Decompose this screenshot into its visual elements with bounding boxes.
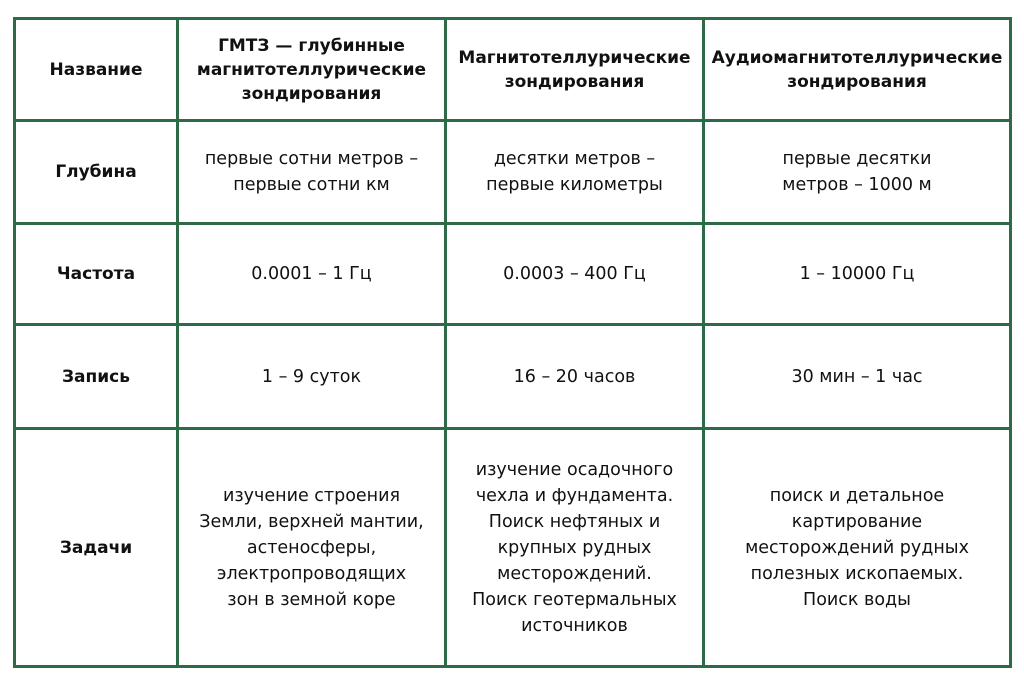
methods-comparison-table <box>13 17 1012 668</box>
row-label: Частота <box>15 224 178 325</box>
table-row-tasks <box>15 429 1011 667</box>
table-cell: 0.0003 – 400 Гц <box>446 224 704 325</box>
row-label: Глубина <box>15 121 178 224</box>
table-cell: 16 – 20 часов <box>446 325 704 429</box>
header-gmtz: ГМТЗ — глубинные магнитотеллурические зондирования <box>178 19 446 121</box>
comparison-table-container <box>13 17 1009 665</box>
table-header-row <box>15 19 1011 121</box>
table-cell: первые сотни метров – первые сотни км <box>178 121 446 224</box>
table-row-frequency <box>15 224 1011 325</box>
table-cell: изучение строения Земли, верхней мантии, астеносферы, электропроводящих зон в земной коре <box>178 429 446 667</box>
table-row-recording <box>15 325 1011 429</box>
row-label: Задачи <box>15 429 178 667</box>
table-cell: поиск и детальное картирование месторождений рудных полезных ископаемых. Поиск воды <box>704 429 1011 667</box>
table-cell: изучение осадочного чехла и фундамента. Поиск нефтяных и крупных рудных месторождений. Поиск геотермальных источников <box>446 429 704 667</box>
header-mtz: Магнитотеллурические зондирования <box>446 19 704 121</box>
table-cell: первые десятки метров – 1000 м <box>704 121 1011 224</box>
table-row-depth <box>15 121 1011 224</box>
table-cell: 1 – 10000 Гц <box>704 224 1011 325</box>
table-cell: десятки метров – первые километры <box>446 121 704 224</box>
table-cell: 30 мин – 1 час <box>704 325 1011 429</box>
header-name: Название <box>15 19 178 121</box>
table-cell: 1 – 9 суток <box>178 325 446 429</box>
header-amtz: Аудиомагнитотеллурические зондирования <box>704 19 1011 121</box>
table-cell: 0.0001 – 1 Гц <box>178 224 446 325</box>
row-label: Запись <box>15 325 178 429</box>
